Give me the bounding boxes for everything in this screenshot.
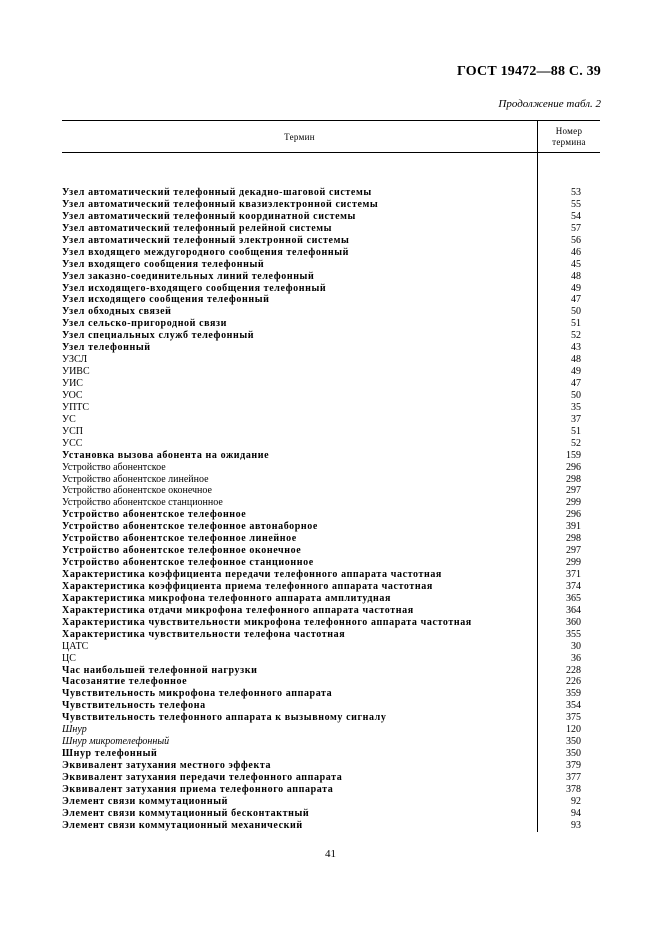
table-row-number: 354: [566, 700, 581, 712]
table-row-number: 365: [566, 592, 581, 604]
table-row-number: 378: [566, 783, 581, 795]
table-row-term: Чувствительность телефонного аппарата к вызывному сигналу: [62, 712, 387, 724]
table-row-number: 46: [571, 246, 581, 258]
column-header-term: Термин: [62, 121, 538, 152]
table-row-term: Эквивалент затухания приема телефонного аппарата: [62, 783, 334, 795]
document-reference: ГОСТ 19472—88 С. 39: [457, 64, 601, 79]
table-row-number: 52: [571, 330, 581, 342]
table-row-term: Узел заказно-соединительных линий телефонный: [62, 270, 315, 282]
table-row-term: Узел специальных служб телефонный: [62, 330, 255, 342]
table-row-term: Эквивалент затухания передачи телефонного аппарата: [62, 771, 343, 783]
table-row-term: Чувствительность микрофона телефонного аппарата: [62, 688, 333, 700]
terms-column: [62, 153, 538, 832]
table-row-term: УСП: [62, 425, 83, 437]
page-number: 41: [325, 848, 336, 860]
table-row-number: 298: [566, 533, 581, 545]
table-row-number: 377: [566, 771, 581, 783]
table-row-term: Шнур телефонный: [62, 748, 158, 760]
table-row-term: Характеристика коэффициента приема телефонного аппарата частотная: [62, 580, 433, 592]
table-row-number: 50: [571, 389, 581, 401]
table-row-term: Шнур: [62, 724, 87, 736]
table-row-number: 350: [566, 748, 581, 760]
table-row-term: УЗСЛ: [62, 354, 88, 366]
table-row-number: 93: [571, 819, 581, 831]
table-row-term: Узел сельско-пригородной связи: [62, 318, 228, 330]
table-row-term: Узел автоматический телефонный координатной системы: [62, 210, 356, 222]
table-row-number: 30: [571, 640, 581, 652]
table-row-term: Устройство абонентское станционное: [62, 497, 223, 509]
table-row-term: УИВС: [62, 366, 90, 378]
table-row-number: 49: [571, 282, 581, 294]
table-row-number: 371: [566, 569, 581, 580]
table-row-number: 47: [571, 294, 581, 306]
table-row-term: Элемент связи коммутационный механический: [62, 819, 303, 831]
table-row-number: 297: [566, 485, 581, 497]
column-header-number: [538, 121, 600, 152]
table-row-number: 159: [566, 449, 581, 461]
table-row-term: Устройство абонентское телефонное станционное: [62, 557, 314, 569]
table-row-term: Узел входящего междугородного сообщения телефонный: [62, 246, 349, 258]
numbers-column: [538, 153, 600, 832]
table-row-number: 37: [571, 413, 581, 425]
table-row-term: УИС: [62, 378, 83, 389]
table-row-term: Характеристика микрофона телефонного аппарата амплитудная: [62, 592, 392, 604]
table-row-term: Устройство абонентское: [62, 461, 166, 473]
table-row-term: Часозанятие телефонное: [62, 676, 188, 688]
table-row-term: Узел автоматический телефонный декадно-шаговой системы: [62, 187, 372, 198]
table-row-number: 92: [571, 795, 581, 807]
table-row-term: УОС: [62, 389, 83, 401]
table-row-term: Характеристика коэффициента передачи телефонного аппарата частотная: [62, 569, 442, 580]
table-row-term: Узел входящего сообщения телефонный: [62, 258, 265, 270]
table-row-term: Узел телефонный: [62, 342, 151, 354]
table-row-number: 350: [566, 736, 581, 748]
table-row-term: Устройство абонентское телефонное линейное: [62, 533, 297, 545]
table-row-number: 56: [571, 234, 581, 246]
table-row-number: 94: [571, 807, 581, 819]
table-row-number: 296: [566, 461, 581, 473]
column-header-number-line1: Номер: [555, 125, 583, 136]
table-row-term: УПТС: [62, 401, 90, 413]
table-row-term: Элемент связи коммутационный бесконтактный: [62, 807, 310, 819]
table-row-number: 374: [566, 580, 581, 592]
table-row-term: Элемент связи коммутационный: [62, 795, 229, 807]
table-row-number: 51: [571, 318, 581, 330]
table-row-term: Эквивалент затухания местного эффекта: [62, 760, 272, 771]
table-row-term: Устройство абонентское оконечное: [62, 485, 212, 497]
table-row-number: 375: [566, 712, 581, 724]
table-row-number: 360: [566, 616, 581, 628]
table-body: [62, 153, 600, 832]
table-row-number: 54: [571, 210, 581, 222]
table-row-number: 53: [571, 187, 581, 198]
table-row-term: Узел автоматический телефонный электронной системы: [62, 234, 350, 246]
table-row-term: Характеристика чувствительности микрофона телефонного аппарата частотная: [62, 616, 472, 628]
table-row-term: Узел обходных связей: [62, 306, 172, 318]
table-row-term: Устройство абонентское телефонное оконечное: [62, 545, 302, 557]
table-continuation-note: Продолжение табл. 2: [498, 98, 601, 110]
table-row-number: 48: [571, 270, 581, 282]
table-row-number: 57: [571, 222, 581, 234]
column-header-number-line2: термина: [552, 136, 586, 147]
table-row-term: Узел исходящего-входящего сообщения телефонный: [62, 282, 327, 294]
table-row-number: 120: [566, 724, 581, 736]
table-row-term: Устройство абонентское линейное: [62, 473, 209, 485]
table-row-number: 47: [571, 378, 581, 389]
table-row-number: 299: [566, 557, 581, 569]
table-row-term: ЦС: [62, 652, 76, 664]
table-row-number: 36: [571, 652, 581, 664]
table-row-term: Устройство абонентское телефонное автонаборное: [62, 521, 318, 533]
table-row-term: Час наибольшей телефонной нагрузки: [62, 664, 258, 676]
table-row-term: Устройство абонентское телефонное: [62, 509, 247, 521]
table-row-number: 298: [566, 473, 581, 485]
table-row-number: 226: [566, 676, 581, 688]
table-row-number: 359: [566, 688, 581, 700]
table-row-number: 296: [566, 509, 581, 521]
table-row-term: Шнур микротелефонный: [62, 736, 170, 748]
table-row-number: 35: [571, 401, 581, 413]
table-row-number: 391: [566, 521, 581, 533]
table-row-term: Установка вызова абонента на ожидание: [62, 449, 270, 461]
table-row-term: ЦАТС: [62, 640, 89, 652]
terms-table: [62, 120, 600, 832]
table-row-number: 50: [571, 306, 581, 318]
table-row-term: Узел исходящего сообщения телефонный: [62, 294, 270, 306]
table-row-number: 379: [566, 760, 581, 771]
table-row-number: 49: [571, 366, 581, 378]
table-row-term: Чувствительность телефона: [62, 700, 206, 712]
table-row-number: 52: [571, 437, 581, 449]
table-row-number: 51: [571, 425, 581, 437]
table-row-number: 355: [566, 628, 581, 640]
table-row-term: УСС: [62, 437, 83, 449]
table-row-number: 43: [571, 342, 581, 354]
table-row-number: 45: [571, 258, 581, 270]
table-row-number: 297: [566, 545, 581, 557]
table-row-term: УС: [62, 413, 76, 425]
table-row-number: 228: [566, 664, 581, 676]
table-row-number: 299: [566, 497, 581, 509]
table-row-term: Характеристика чувствительности телефона частотная: [62, 628, 346, 640]
table-row-term: Узел автоматический телефонный квазиэлектронной системы: [62, 198, 379, 210]
table-row-number: 48: [571, 354, 581, 366]
table-row-number: 364: [566, 604, 581, 616]
table-header: [62, 120, 600, 153]
table-row-term: Узел автоматический телефонный релейной системы: [62, 222, 333, 234]
table-row-number: 55: [571, 198, 581, 210]
table-row-term: Характеристика отдачи микрофона телефонного аппарата частотная: [62, 604, 414, 616]
